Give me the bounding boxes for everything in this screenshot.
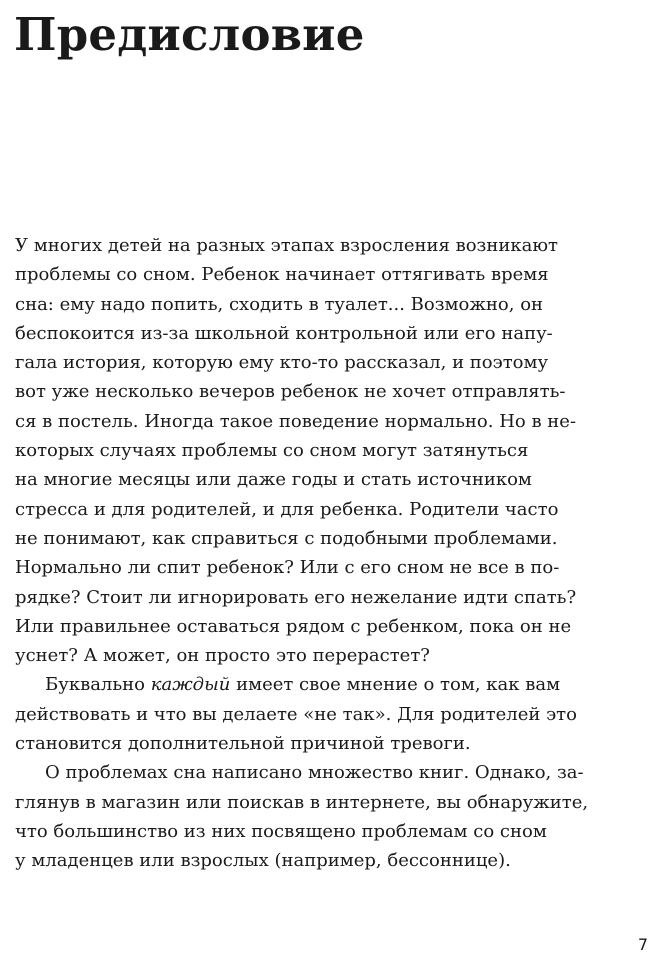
emphasis-text: каждый: [150, 674, 231, 696]
text-line: глянув в магазин или поискав в интернете, вы обнаружите,: [15, 791, 589, 813]
text-line: гала история, которую ему кто-то рассказал, и поэтому: [15, 352, 549, 374]
text-line: проблемы со сном. Ребенок начинает оттягивать время: [15, 264, 549, 286]
text-line: что большинство из них посвящено проблемам со сном: [15, 820, 547, 842]
body-text: [15, 231, 589, 876]
text-line: сна: ему надо попить, сходить в туалет... Возможно, он: [15, 293, 544, 315]
text-line: действовать и что вы делаете «не так». Для родителей это: [15, 703, 577, 725]
paragraph-first-line: [15, 670, 575, 699]
text-line: стресса и для родителей, и для ребенка. Родители часто: [15, 498, 559, 520]
text-line: на многие месяцы или даже годы и стать источником: [15, 469, 532, 491]
text-line: ся в постель. Иногда такое поведение нормально. Но в не-: [15, 410, 577, 432]
text-line: Нормально ли спит ребенок? Или с его сном не все в по-: [15, 557, 560, 579]
chapter-title: Предисловие: [14, 8, 365, 61]
text-line: не понимают, как справиться с подобными проблемами.: [15, 527, 558, 549]
text-run: Буквально: [45, 674, 151, 696]
text-line: вот уже несколько вечеров ребенок не хочет отправлять-: [15, 381, 566, 403]
text-line: Или правильнее оставаться рядом с ребенком, пока он не: [15, 615, 572, 637]
text-line: которых случаях проблемы со сном могут затянуться: [15, 440, 529, 462]
text-line: у младенцев или взрослых (например, бессоннице).: [15, 850, 511, 872]
text-line: уснет? А может, он просто это перерастет?: [15, 645, 430, 667]
text-run: имеет свое мнение о том, как вам: [230, 674, 561, 696]
paragraph-first-line: О проблемах сна написано множество книг. Однако, за-: [45, 762, 584, 784]
text-line: беспокоится из-за школьной контрольной или его напу-: [15, 322, 553, 344]
text-line: рядке? Стоит ли игнорировать его нежелание идти спать?: [15, 586, 577, 608]
text-line: У многих детей на разных этапах взросления возникают: [15, 235, 558, 256]
page-number: 7: [637, 935, 648, 954]
text-line: становится дополнительной причиной тревоги.: [15, 733, 471, 755]
